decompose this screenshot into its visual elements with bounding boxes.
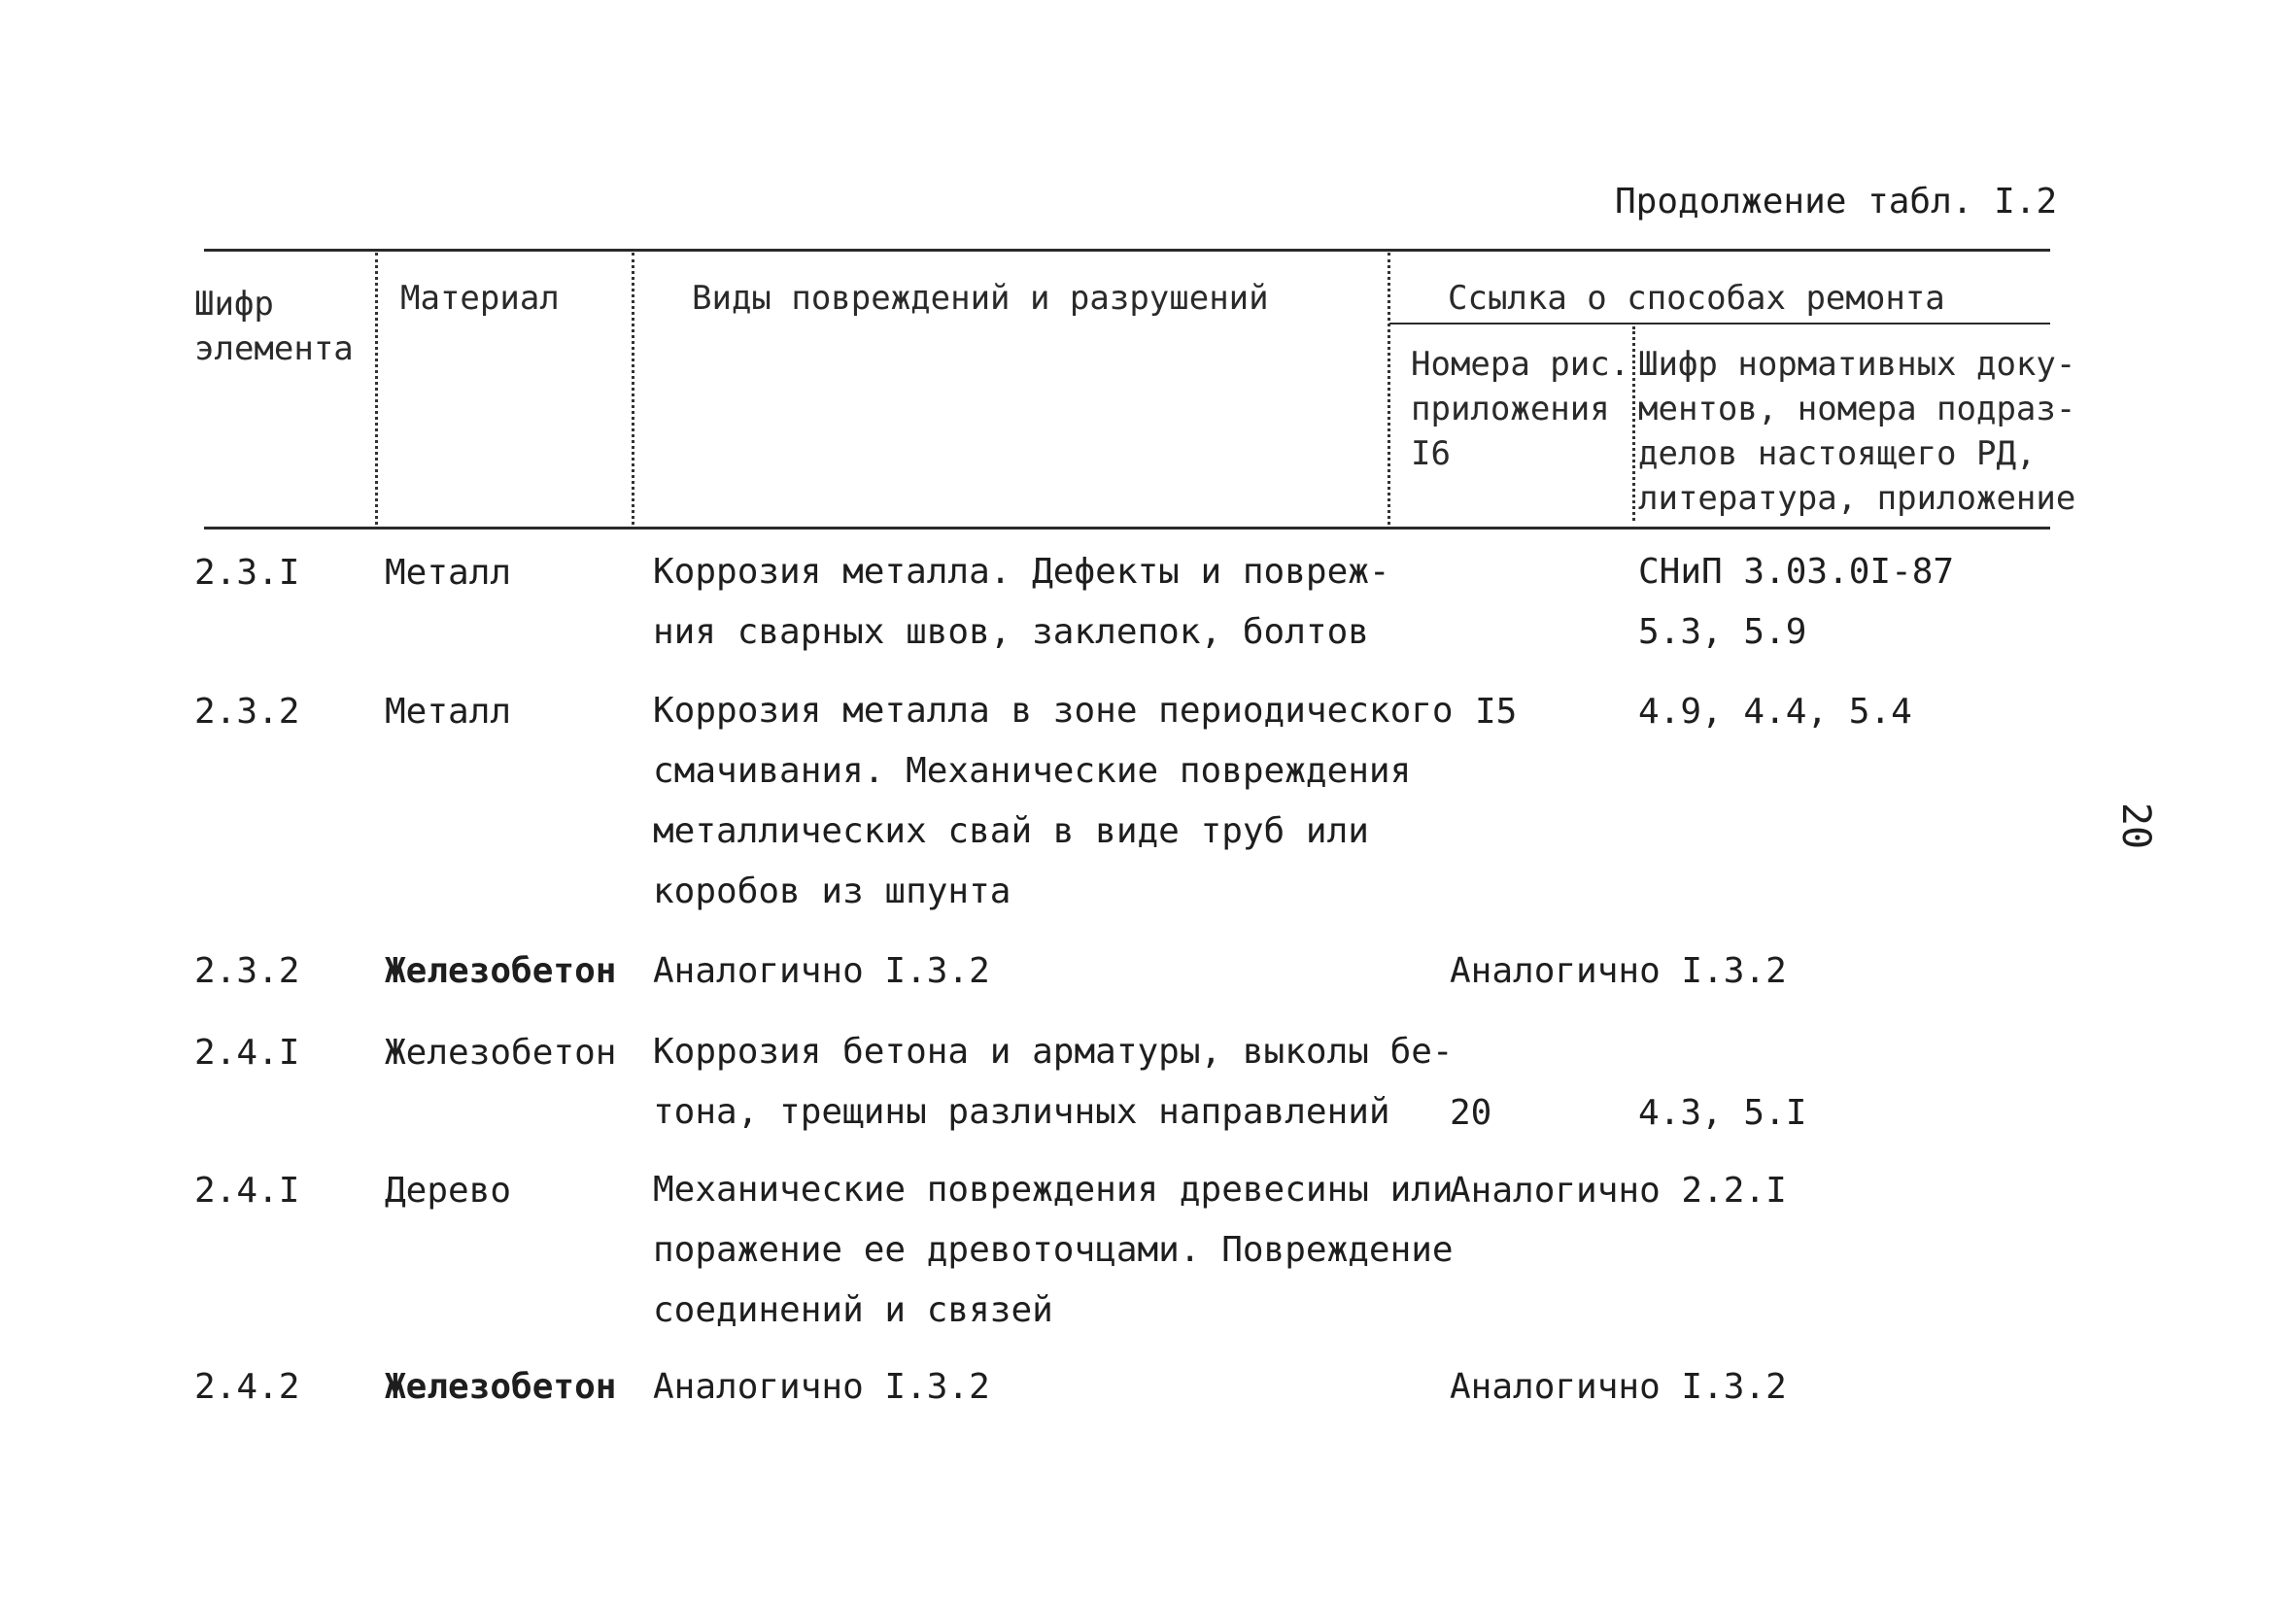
row-material: Дерево: [385, 1171, 512, 1211]
header-code-line2: элемента: [194, 329, 354, 368]
row-damage-line: соединений и связей: [653, 1290, 1053, 1330]
row-normative-line: СНиП 3.03.0I-87: [1638, 552, 1955, 592]
row-damage-line: тона, трещины различных направлений: [653, 1092, 1390, 1132]
row-material: Железобетон: [385, 1033, 617, 1073]
page-number: 20: [2113, 802, 2159, 850]
row-damage: Аналогично I.3.2: [653, 1367, 990, 1407]
row-damage-line: смачивания. Механические повреждения: [653, 751, 1412, 791]
header-normative-line4: литература, приложение: [1638, 479, 2076, 518]
row-normative: [1638, 542, 1954, 663]
row-code: 2.3.2: [194, 692, 300, 732]
header-material: Материал: [400, 279, 560, 318]
table-caption: Продолжение табл. I.2: [1615, 182, 2058, 222]
row-repair-ref: Аналогично 2.2.I: [1450, 1171, 1787, 1211]
row-material: Железобетон: [385, 951, 617, 991]
header-figures-line1: Номера рис.: [1411, 345, 1630, 384]
row-material: Железобетон: [385, 1367, 617, 1407]
row-damage-line: Коррозия металла. Дефекты и повреж-: [653, 552, 1390, 592]
table-top-rule: [204, 249, 2050, 252]
col-divider-material: [632, 253, 634, 525]
row-code: 2.3.I: [194, 553, 300, 593]
row-material: Металл: [385, 553, 512, 593]
header-normative-line3: делов настоящего РД,: [1638, 434, 2037, 473]
header-figures: [1411, 342, 1629, 476]
row-code: 2.3.2: [194, 951, 300, 991]
row-damage-line: коробов из шпунта: [653, 871, 1011, 911]
row-damage: Аналогично I.3.2: [653, 951, 990, 991]
col-divider-code: [375, 253, 378, 525]
row-code: 2.4.I: [194, 1171, 300, 1211]
row-repair-ref: Аналогично I.3.2: [1450, 1367, 1787, 1407]
col-divider-damage: [1388, 253, 1390, 525]
header-figures-line3: I6: [1411, 434, 1451, 473]
row-normative: 4.9, 4.4, 5.4: [1638, 692, 1912, 732]
row-damage-line: металлических свай в виде труб или: [653, 811, 1369, 851]
row-figure: I5: [1475, 692, 1518, 732]
header-normative-line2: ментов, номера подраз-: [1638, 390, 2076, 428]
header-damage: Виды повреждений и разрушений: [692, 279, 1269, 318]
header-code-line1: Шифр: [194, 285, 274, 324]
row-normative: 4.3, 5.I: [1638, 1093, 1807, 1133]
header-figures-line2: приложения: [1411, 390, 1610, 428]
row-figure: 20: [1450, 1093, 1492, 1133]
col-divider-repair: [1632, 326, 1635, 521]
row-damage-line: Коррозия бетона и арматуры, выколы бе-: [653, 1032, 1454, 1072]
row-code: 2.4.I: [194, 1033, 300, 1073]
header-bottom-rule: [204, 527, 2050, 530]
row-damage-line: Механические повреждения древесины или: [653, 1170, 1454, 1210]
row-damage: [653, 542, 1390, 663]
header-normative-line1: Шифр нормативных доку-: [1638, 345, 2076, 384]
row-repair-ref: Аналогично I.3.2: [1450, 951, 1787, 991]
row-damage: [653, 681, 1454, 922]
row-damage: [653, 1022, 1454, 1143]
row-damage-line: Коррозия металла в зоне периодического: [653, 691, 1454, 731]
row-damage: [653, 1160, 1454, 1341]
row-damage-line: ния сварных швов, заклепок, болтов: [653, 612, 1369, 652]
repair-subheader-rule: [1389, 323, 2050, 325]
header-repair-ref: Ссылка о способах ремонта: [1448, 279, 1945, 318]
row-code: 2.4.2: [194, 1367, 300, 1407]
row-damage-line: поражение ее древоточцами. Повреждение: [653, 1230, 1454, 1270]
header-code: [194, 282, 354, 371]
row-normative-line: 5.3, 5.9: [1638, 612, 1807, 652]
header-normative: [1638, 342, 2075, 521]
row-material: Металл: [385, 692, 512, 732]
